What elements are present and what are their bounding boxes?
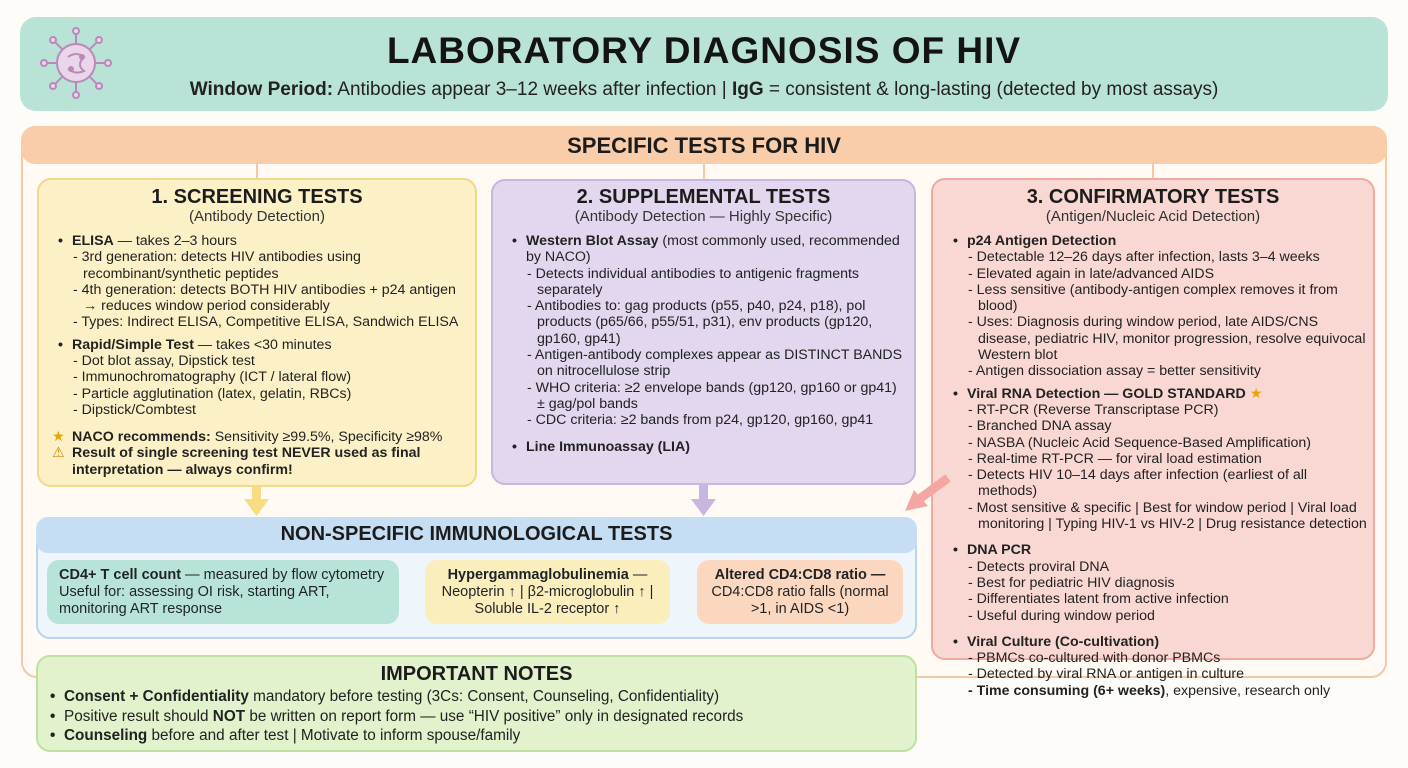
rapid-test-name: Rapid/Simple Test [72, 336, 194, 353]
elisa-name: ELISA [72, 233, 114, 249]
elisa-detail: - Types: Indirect ELISA, Competitive ELISA, Sandwich ELISA [73, 314, 459, 331]
cd4-count-name: CD4+ T cell count [59, 567, 182, 583]
star-icon: ★ [52, 429, 65, 445]
hypergammaglobulinemia-name: Hypergammaglobulinemia [447, 567, 629, 583]
naco-text: Sensitivity ≥99.5%, Specificity ≥98% [210, 429, 443, 445]
rapid-test-item [58, 337, 468, 353]
viral-rna-detail: - RT-PCR (Reverse Transcriptase PCR) [968, 401, 1219, 418]
rapid-test-detail: - Immunochromatography (ICT / lateral flow) [73, 369, 352, 386]
culture-time-bold: - Time consuming (6+ weeks) [968, 682, 1166, 699]
hypergammaglobulinemia-box [425, 560, 670, 624]
screening-content [58, 233, 468, 418]
western-blot-detail: - Antigen-antibody complexes appear as DISTINCT BANDS on nitrocellulose strip [527, 347, 903, 380]
warning-text: Result of single screening test NEVER used as final interpretation — always confirm! [72, 445, 421, 478]
western-blot-detail: - Detects individual antibodies to antigenic fragments separately [527, 265, 860, 298]
note-text: be written on report form — use “HIV positive” only in designated records [245, 707, 744, 725]
western-blot-detail: - CDC criteria: ≥2 bands from p24, gp120, gp160, gp41 [527, 412, 874, 429]
lia-item: • Line Immunoassay (LIA) [512, 439, 908, 455]
cd4-count-box [47, 560, 399, 624]
viral-rna-detail: - Branched DNA assay [968, 418, 1112, 435]
elisa-detail: - 4th generation: detects BOTH HIV antibodies + p24 antigen → reduces window period considerably [73, 281, 456, 315]
supplemental-title: 2. SUPPLEMENTAL TESTS [576, 186, 831, 208]
note-item [50, 687, 910, 707]
note-item [50, 707, 910, 727]
cd4-cd8-ratio-name: Altered CD4:CD8 ratio — [714, 567, 886, 583]
naco-label: NACO recommends: [72, 429, 211, 445]
hypergammaglobulinemia-line [431, 567, 664, 584]
p24-detail: - Detectable 12–26 days after infection, lasts 3–4 weeks [968, 249, 1320, 266]
star-icon: ★ [1249, 385, 1263, 402]
western-blot-detail: - WHO criteria: ≥2 envelope bands (gp120, gp160 or gp41) ± gag/pol bands [527, 379, 897, 412]
dna-pcr-detail: - Best for pediatric HIV diagnosis [968, 574, 1175, 591]
window-period-label: Window Period: [189, 79, 334, 100]
elisa-time: — takes 2–3 hours [113, 233, 237, 249]
viral-culture-detail: - Detected by viral RNA or antigen in culture [968, 666, 1244, 683]
viral-culture-detail: - PBMCs co-cultured with donor PBMCs [968, 650, 1221, 667]
naco-line [52, 429, 468, 445]
dna-pcr-detail: - Useful during window period [968, 607, 1155, 624]
rapid-test-time: — takes <30 minutes [193, 336, 332, 353]
page-title: LABORATORY DIAGNOSIS OF HIV [386, 30, 1022, 71]
confirmatory-subtitle: (Antigen/Nucleic Acid Detection) [1045, 208, 1261, 225]
window-period-text: Antibodies appear 3–12 weeks after infection | [333, 79, 732, 100]
viral-rna-detail: - Real-time RT-PCR — for viral load estimation [968, 450, 1262, 467]
confirmatory-title: 3. CONFIRMATORY TESTS [1026, 186, 1280, 208]
window-period-line [20, 79, 1388, 101]
viral-culture-detail [953, 683, 1367, 699]
connector-line [703, 163, 705, 179]
elisa-item [58, 233, 468, 249]
rapid-test-detail: - Dot blot assay, Dipstick test [73, 353, 255, 370]
p24-detail: - Uses: Diagnosis during window period, late AIDS/CNS disease, pediatric HIV, monitor progression, resolve equivocal Western blot [968, 314, 1366, 364]
igg-label: IgG [731, 79, 764, 100]
viral-culture-item: • Viral Culture (Co-cultivation) [953, 634, 1367, 650]
viral-rna-detail: - NASBA (Nucleic Acid Sequence-Based Amplification) [968, 434, 1312, 451]
note-item [50, 726, 910, 746]
hypergammaglobulinemia-dash: — [628, 567, 648, 583]
screening-notes [52, 429, 468, 478]
viral-rna-detail: - Detects HIV 10–14 days after infection (earliest of all methods) [968, 467, 1308, 500]
note-bold: Counseling [64, 727, 148, 744]
western-blot-name: Western Blot Assay [526, 233, 659, 249]
dna-pcr-item: • DNA PCR [953, 542, 1367, 558]
nonspecific-tests-title: NON-SPECIFIC IMMUNOLOGICAL TESTS [280, 523, 673, 545]
screening-subtitle: (Antibody Detection) [189, 208, 325, 225]
screening-title: 1. SCREENING TESTS [151, 186, 363, 208]
warning-line [52, 445, 468, 478]
note-text: Positive result should [64, 707, 213, 725]
cd4-count-text: — measured by flow cytometry [181, 567, 385, 583]
important-notes-list [50, 687, 910, 746]
cd4-count-line [59, 567, 387, 584]
note-bold: Consent + Confidentiality [64, 688, 249, 705]
hypergammaglobulinemia-text: Neopterin ↑ | β2-microglobulin ↑ | Soluble IL-2 receptor ↑ [441, 584, 654, 617]
cd4-cd8-ratio-box [697, 560, 903, 624]
p24-detail: - Less sensitive (antibody-antigen complex removes it from blood) [968, 281, 1338, 315]
cd4-count-use: Useful for: assessing OI risk, starting ART, monitoring ART response [59, 584, 330, 617]
note-bold: NOT [212, 707, 246, 725]
dna-pcr-detail: - Differentiates latent from active infection [968, 591, 1229, 608]
supplemental-content [512, 233, 908, 455]
western-blot-item [512, 233, 908, 266]
connector-line [256, 163, 258, 179]
culture-time-rest: , expensive, research only [1165, 682, 1331, 699]
note-text: mandatory before testing (3Cs: Consent, Counseling, Confidentiality) [248, 688, 720, 705]
rapid-test-detail: - Dipstick/Combtest [73, 401, 196, 418]
viral-rna-item [953, 386, 1367, 402]
igg-text: = consistent & long-lasting (detected by most assays) [763, 79, 1219, 100]
viral-rna-detail: - Most sensitive & specific | Best for window period | Viral load monitoring | Typing HIV-1 vs HIV-2 | Drug resistance detection [968, 499, 1367, 533]
important-notes-title: IMPORTANT NOTES [380, 663, 573, 685]
dna-pcr-detail: - Detects proviral DNA [968, 558, 1110, 575]
viral-rna-name: Viral RNA Detection — GOLD STANDARD [967, 385, 1246, 402]
supplemental-subtitle: (Antibody Detection — Highly Specific) [574, 208, 833, 225]
cd4-cd8-ratio-text: CD4:CD8 ratio falls (normal >1, in AIDS <1) [711, 584, 889, 617]
note-text: before and after test | Motivate to inform spouse/family [147, 727, 521, 744]
western-blot-note: (most commonly used, recommended by NACO) [526, 233, 900, 266]
specific-tests-title: SPECIFIC TESTS FOR HIV [567, 133, 841, 158]
rapid-test-detail: - Particle agglutination (latex, gelatin, RBCs) [73, 385, 352, 402]
warning-icon: ⚠ [52, 445, 65, 462]
p24-item: • p24 Antigen Detection [953, 233, 1367, 249]
confirmatory-content [953, 233, 1367, 699]
connector-line [1152, 163, 1154, 179]
western-blot-detail: - Antibodies to: gag products (p55, p40, p24, p18), pol products (p65/66, p55/51, p31), env products (gp120, gp160, gp41) [527, 298, 873, 347]
p24-detail: - Antigen dissociation assay = better sensitivity [968, 363, 1261, 380]
elisa-detail: - 3rd generation: detects HIV antibodies using recombinant/synthetic peptides [73, 249, 361, 282]
p24-detail: - Elevated again in late/advanced AIDS [968, 265, 1215, 282]
